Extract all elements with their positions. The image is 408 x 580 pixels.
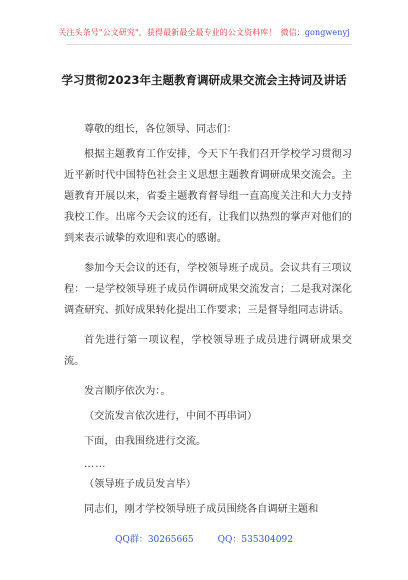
paragraph: 发言顺序依次为：。 — [84, 386, 171, 397]
qq-group: QQ群：30265665 — [115, 535, 194, 545]
paragraph: 同志们，刚才学校领导班子成员围绕各自调研主题和 — [84, 504, 319, 515]
stage-note: （交流发言依次进行，中间不再串词） — [84, 411, 258, 422]
ellipsis: …… — [84, 459, 107, 470]
stage-note: （领导班子成员发言毕） — [84, 479, 197, 490]
document-body — [64, 119, 352, 529]
document-title: 学习贯彻2023年主题教育调研成果交流会主持词及讲话 — [61, 73, 347, 87]
promo-text: 关注头条号"公文研究"，获得最新最全最专业的公文资料库！ — [58, 28, 277, 37]
contact-footer — [0, 532, 408, 545]
header-divider — [66, 44, 352, 45]
paragraph: 根据主题教育工作安排，今天下午我们召开学校学习贯彻习近平新时代中国特色社会主义思想主题教育调研成果交流会。主题教育开展以来，省委主题教育督导组一直高度关注和大力支持我校工作。出席今天会议的还有，让我们以热烈的掌声对他们的到来表示诚挚的欢迎和衷心的感谢。 — [64, 149, 352, 244]
paragraph: 参加今天会议的还有，学校领导班子成员。会议共有三项议程：一是学校领导班子成员作调研成果交流发言；二是我对深化调查研究、抓好成果转化提出工作要求；三是督导组同志讲话。 — [64, 263, 352, 316]
wechat-id: gongwenyj — [304, 28, 350, 37]
paragraph: 首先进行第一项议程，学校领导班子成员进行调研成果交流。 — [64, 335, 352, 367]
qq-number: QQ：535304092 — [217, 535, 293, 545]
wechat-label: 微信： — [280, 28, 305, 37]
promo-banner — [0, 28, 408, 38]
salutation: 尊敬的组长，各位领导、同志们： — [84, 124, 237, 135]
paragraph: 下面，由我围绕进行交流。 — [84, 436, 207, 447]
